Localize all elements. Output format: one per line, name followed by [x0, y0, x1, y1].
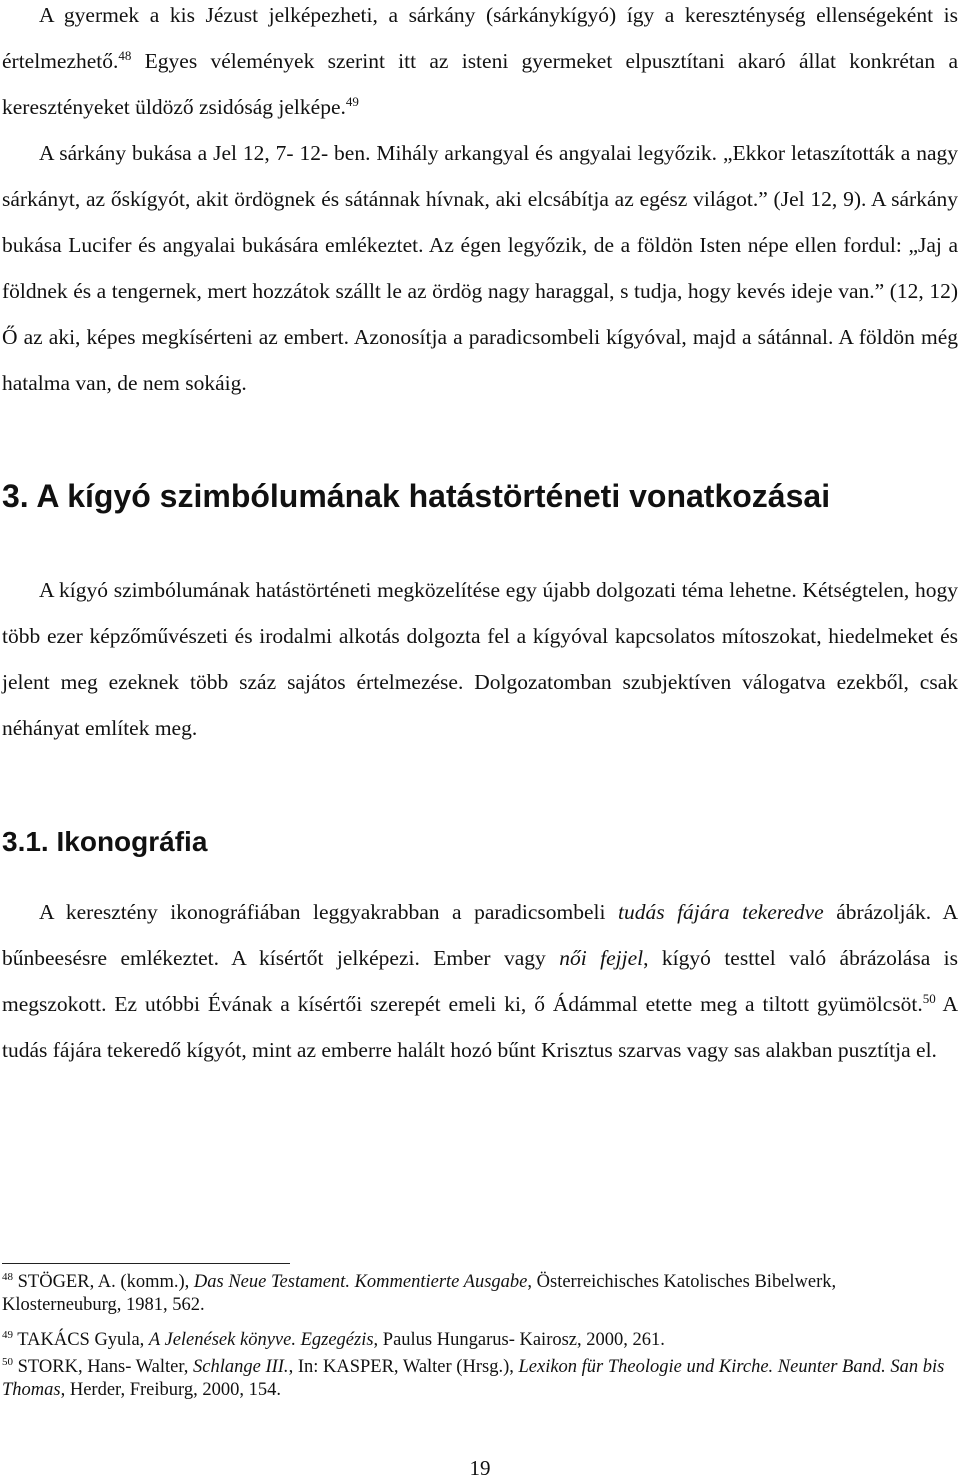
paragraph-dragon-interpretation: A gyermek a kis Jézust jelképezheti, a sárkány (sárkánykígyó) így a kereszténység ellenségeként is értelmezhető.$^{48}$ Egyes vélemények szerint itt az isteni gyermeket elpusztítani akaró állat konkrétan a keresztényeket üldöző zsidóság jelképe.$^{49}$: [2, 3, 958, 119]
section-heading-3-1: 3.1. Ikonográfia: [2, 826, 208, 857]
paragraph-section-3: A kígyó szimbólumának hatástörténeti megközelítése egy újabb dolgozati téma lehetne. Kétségtelen, hogy több ezer képzőművészeti és irodalmi alkotás dolgozta fel a kígyóval kapcsolatos mítoszokat, hiedelmeket és jelent meg ezeknek több száz sajátos értelmezése. Dolgozatomban szubjektíven válogatva ezekből, csak néhányat említek meg.: [2, 578, 958, 740]
paragraph-dragon-fall: A sárkány bukása a Jel 12, 7- 12- ben. Mihály arkangyal és angyalai legyőzik. „Ekkor letaszították a nagy sárkányt, az őskígyót, akit ördögnek és sátánnak hívnak, aki elcsábítja az egész világot.” (Jel 12, 9). A sárkány bukása Lucifer és angyalai bukására emlékeztet. Az égen legyőzik, de a földön Isten népe ellen fordul: „Jaj a földnek és a tengernek, mert hozzátok szállt le az ördög nagy haraggal, s tudja, hogy kevés ideje van.” (12, 12) Ő az aki, képes megkísérteni az embert. Azonosítja a paradicsombeli kígyóval, majd a sátánnal. A földön még hatalma van, de nem sokáig.: [2, 141, 958, 395]
footnote-50: $^{50}$ STORK, Hans- Walter, Schlange III., In: KASPER, Walter (Hrsg.), Lexikon für Theologie und Kirche. Neunter Band. San bis Thomas, Herder, Freiburg, 2000, 154.: [2, 1355, 945, 1400]
page-number: 19: [469, 1456, 491, 1480]
paragraph-iconography: A keresztény ikonográfiában leggyakrabban a paradicsombeli tudás fájára tekeredve ábrázolják. A bűnbeesésre emlékeztet. A kísértőt jelképezi. Ember vagy női fejjel, kígyó testtel való ábrázolása is megszokott. Ez utóbbi Évának a kísértői szerepét emeli ki, ő Ádámmal etette meg a tiltott gyümölcsöt.$^{50}$ A tudás fájára tekeredő kígyót, mint az emberre halált hozó bűnt Krisztus szarvas vagy sas alakban pusztítja el.: [2, 900, 959, 1062]
section-heading-3: 3. A kígyó szimbólumának hatástörténeti vonatkozásai: [2, 478, 831, 514]
footnote-49: $^{49}$ TAKÁCS Gyula, A Jelenések könyve. Egzegézis, Paulus Hungarus- Kairosz, 2000, 261.: [2, 1328, 665, 1350]
footnote-48: $^{48}$ STÖGER, A. (komm.), Das Neue Testament. Kommentierte Ausgabe, Österreichisches Katolisches Bibelwerk, Klosterneuburg, 1981, 562.: [2, 1270, 837, 1315]
footnote-ref-50[interactable]: 50: [922, 990, 936, 1006]
footnote-ref-48[interactable]: 48: [118, 47, 132, 63]
footnote-ref-49[interactable]: 49: [345, 93, 359, 109]
footnote-separator: [2, 1263, 290, 1264]
